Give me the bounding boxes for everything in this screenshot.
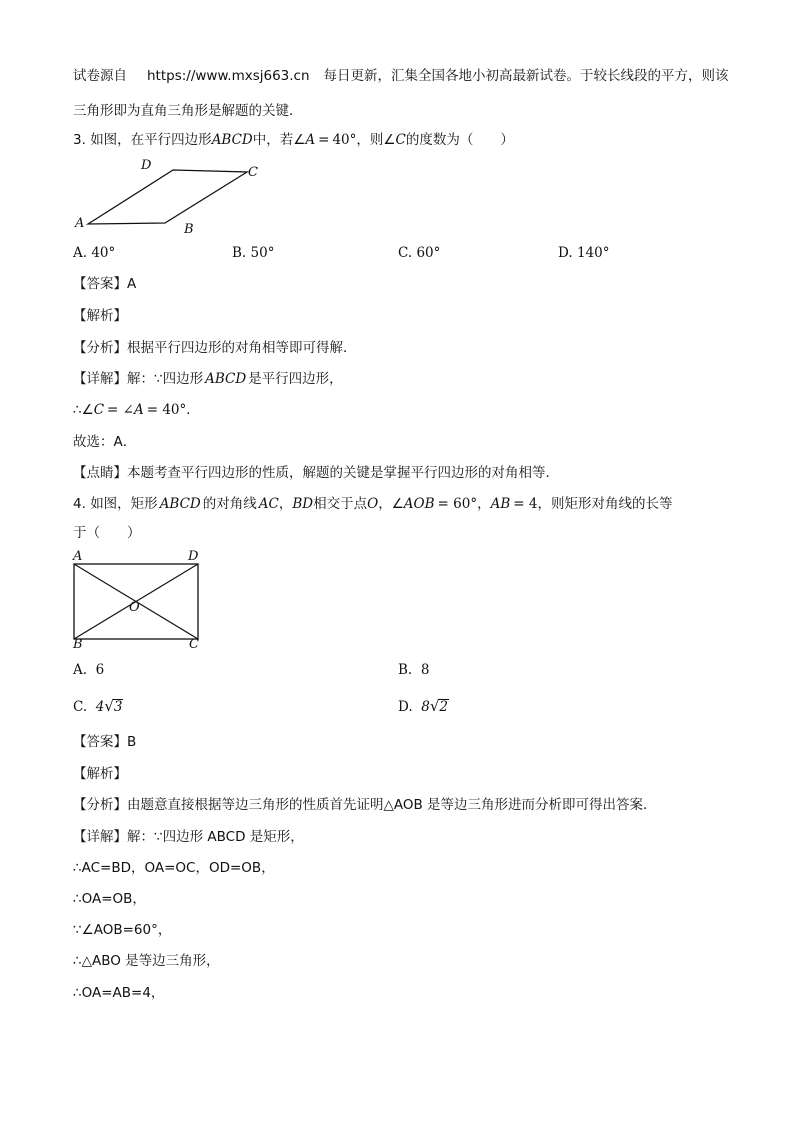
q4-option-a[interactable]: A. 6: [73, 662, 105, 678]
q4-analysis-tag: 【解析】: [73, 766, 127, 782]
q3-parallelogram-figure: [70, 155, 270, 237]
q4-step: ∴OA=AB=4，: [73, 985, 165, 1001]
q4-detail: 【详解】解：∵四边形 ABCD 是矩形，: [73, 829, 304, 845]
label-C: C: [248, 165, 258, 180]
q4-step: ∵∠AOB=60°，: [73, 922, 172, 938]
label-A: A: [75, 216, 85, 231]
q3-eq: =: [318, 132, 330, 148]
q4-rectangle-figure: [68, 547, 208, 653]
parallelogram-shape: [88, 170, 247, 224]
q4-stem-line-2: 于（ ）: [73, 525, 141, 541]
q3-step-2: ∴∠C = ∠A = 40°．: [73, 402, 200, 418]
q3-abcd: ABCD: [211, 132, 253, 148]
q3-fenxi: 【分析】根据平行四边形的对角相等即可得解．: [73, 340, 357, 356]
q3-option-a[interactable]: A. 40°: [73, 245, 116, 261]
label-D: D: [188, 549, 199, 564]
q3-option-d[interactable]: D. 140°: [558, 245, 610, 261]
q3-dianjing: 【点睛】本题考查平行四边形的性质，解题的关键是掌握平行四边形的对角相等．: [73, 465, 559, 481]
q3-text-b: 中，若∠: [252, 132, 306, 148]
q3-text-d: 的度数为（ ）: [405, 132, 514, 148]
q4-step: ∴AC=BD，OA=OC，OD=OB，: [73, 860, 275, 876]
q3-text: 如图，在平行四边形: [90, 132, 212, 148]
label-B: B: [184, 222, 194, 237]
q3-choose: 故选：A．: [73, 434, 137, 450]
header-continuation: 于较长线段的平方，则该: [580, 68, 729, 84]
q4-step: ∴△ABO 是等边三角形，: [73, 953, 220, 969]
q4-option-b[interactable]: B. 8: [398, 662, 430, 678]
label-D: D: [141, 158, 152, 173]
q4-step: ∴OA=OB，: [73, 891, 146, 907]
q3-option-c[interactable]: C. 60°: [398, 245, 441, 261]
source-label: 试卷源自: [73, 68, 127, 84]
header-line-2: 三角形即为直角三角形是解题的关键．: [73, 103, 303, 119]
q3-stem: [73, 130, 514, 150]
q4-option-c[interactable]: C. 4√3: [73, 697, 123, 715]
q3-detail: 【详解】解：∵四边形 ABCD 是平行四边形，: [73, 371, 343, 387]
header-line: [73, 66, 729, 86]
q3-answer: 【答案】A: [73, 276, 137, 292]
q4-option-d[interactable]: D. 8√2: [398, 697, 448, 715]
q4-number: 4.: [73, 496, 86, 512]
label-A: A: [73, 549, 83, 564]
q3-angle-a: A: [305, 132, 316, 148]
q4-fenxi: 【分析】由题意直接根据等边三角形的性质首先证明△AOB 是等边三角形进而分析即可得出答案．: [73, 797, 657, 813]
q3-analysis-tag: 【解析】: [73, 308, 127, 324]
q4-stem: 4. 如图，矩形 ABCD 的对角线 AC，BD相交于点O，∠AOB = 60°，AB = 4，则矩形对角线的长等: [73, 496, 673, 512]
radical-icon: √: [104, 697, 114, 715]
q4-answer: 【答案】B: [73, 734, 137, 750]
q3-text-c: ，则∠: [356, 132, 396, 148]
q3-angle-c: C: [395, 132, 406, 148]
header-tagline: 每日更新，汇集全国各地小初高最新试卷。: [323, 68, 581, 84]
source-url[interactable]: https://www.mxsj663.cn: [147, 68, 310, 84]
label-B: B: [73, 637, 83, 652]
q3-number: 3.: [73, 132, 86, 148]
radical-icon: √: [429, 697, 440, 715]
q3-deg: 40°: [332, 132, 357, 148]
q3-option-b[interactable]: B. 50°: [232, 245, 275, 261]
label-O: O: [129, 600, 140, 615]
label-C: C: [189, 637, 199, 652]
